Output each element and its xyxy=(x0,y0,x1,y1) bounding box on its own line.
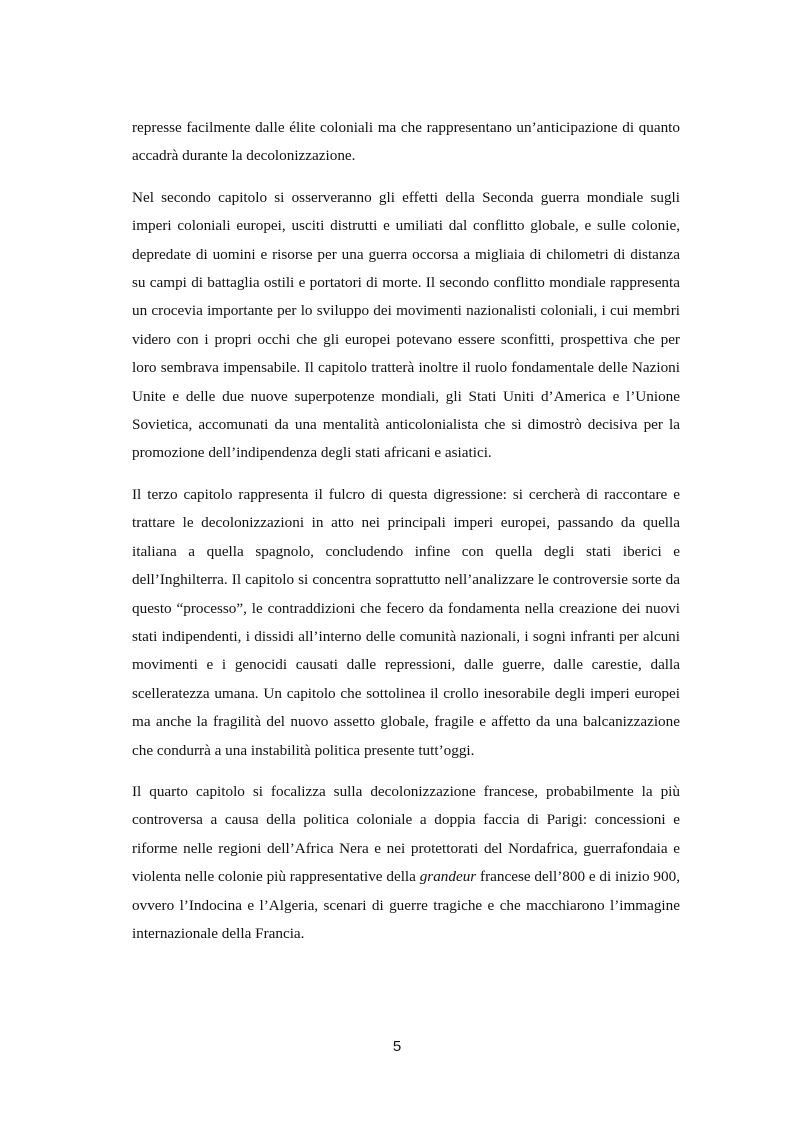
body-text xyxy=(132,114,680,961)
paragraph-4-part-2: francese dell’800 e di inizio 900, ovvero l’Indocina e l’Algeria, scenari di guerre tragiche e che macchiarono l’immagine internazionale della Francia. xyxy=(132,868,680,942)
paragraph-4 xyxy=(132,778,680,948)
paragraph-4-emphasis: grandeur xyxy=(419,868,477,886)
paragraph-3: Il terzo capitolo rappresenta il fulcro di questa digressione: si cercherà di raccontare e trattare le decolonizzazioni in atto nei principali imperi europei, passando da quella italiana a quella spagnolo, concludendo infine con quella degli stati iberici e dell’Inghilterra. Il capitolo si concentra soprattutto nell’analizzare le controversie sorte da questo “processo”, le contraddizioni che fecero da fondamenta nella creazione dei nuovi stati indipendenti, i dissidi all’interno delle comunità nazionali, i sogni infranti per alcuni movimenti e i genocidi causati dalle repressioni, dalle guerre, dalle carestie, dalla scelleratezza umana. Un capitolo che sottolinea il crollo inesorabile degli imperi europei ma anche la fragilità del nuovo assetto globale, fragile e affetto da una balcanizzazione che condurrà a una instabilità politica presente tutt’oggi. xyxy=(132,485,680,759)
paragraph-2: Nel secondo capitolo si osserveranno gli effetti della Seconda guerra mondiale sugli imperi coloniali europei, usciti distrutti e umiliati dal conflitto globale, e sulle colonie, depredate di uomini e risorse per una guerra occorsa a migliaia di chilometri di distanza su campi di battaglia ostili e portatori di morte. Il secondo conflitto mondiale rappresenta un crocevia importante per lo sviluppo dei movimenti nazionalisti coloniali, i cui membri videro con i propri occhi che gli europei potevano essere sconfitti, prospettiva che per loro sembrava impensabile. Il capitolo tratterà inoltre il ruolo fondamentale delle Nazioni Unite e delle due nuove superpotenze mondiali, gli Stati Uniti d’America e l’Unione Sovietica, accomunati da una mentalità anticolonialista che si dimostrò decisiva per la promozione dell’indipendenza degli stati africani e asiatici. xyxy=(132,188,680,462)
page-number: 5 xyxy=(392,1038,402,1055)
paragraph-4-part-1: Il quarto capitolo si focalizza sulla decolonizzazione francese, probabilmente la più controversa a causa della politica coloniale a doppia faccia di Parigi: concessioni e riforme nelle regioni dell’Africa Nera e nei protettorati del Nordafrica, guerrafondaia e violenta nelle colonie più rappresentative della xyxy=(132,782,680,886)
paragraph-1: represse facilmente dalle élite coloniali ma che rappresentano un’anticipazione di quanto accadrà durante la decolonizzazione. xyxy=(132,119,680,165)
